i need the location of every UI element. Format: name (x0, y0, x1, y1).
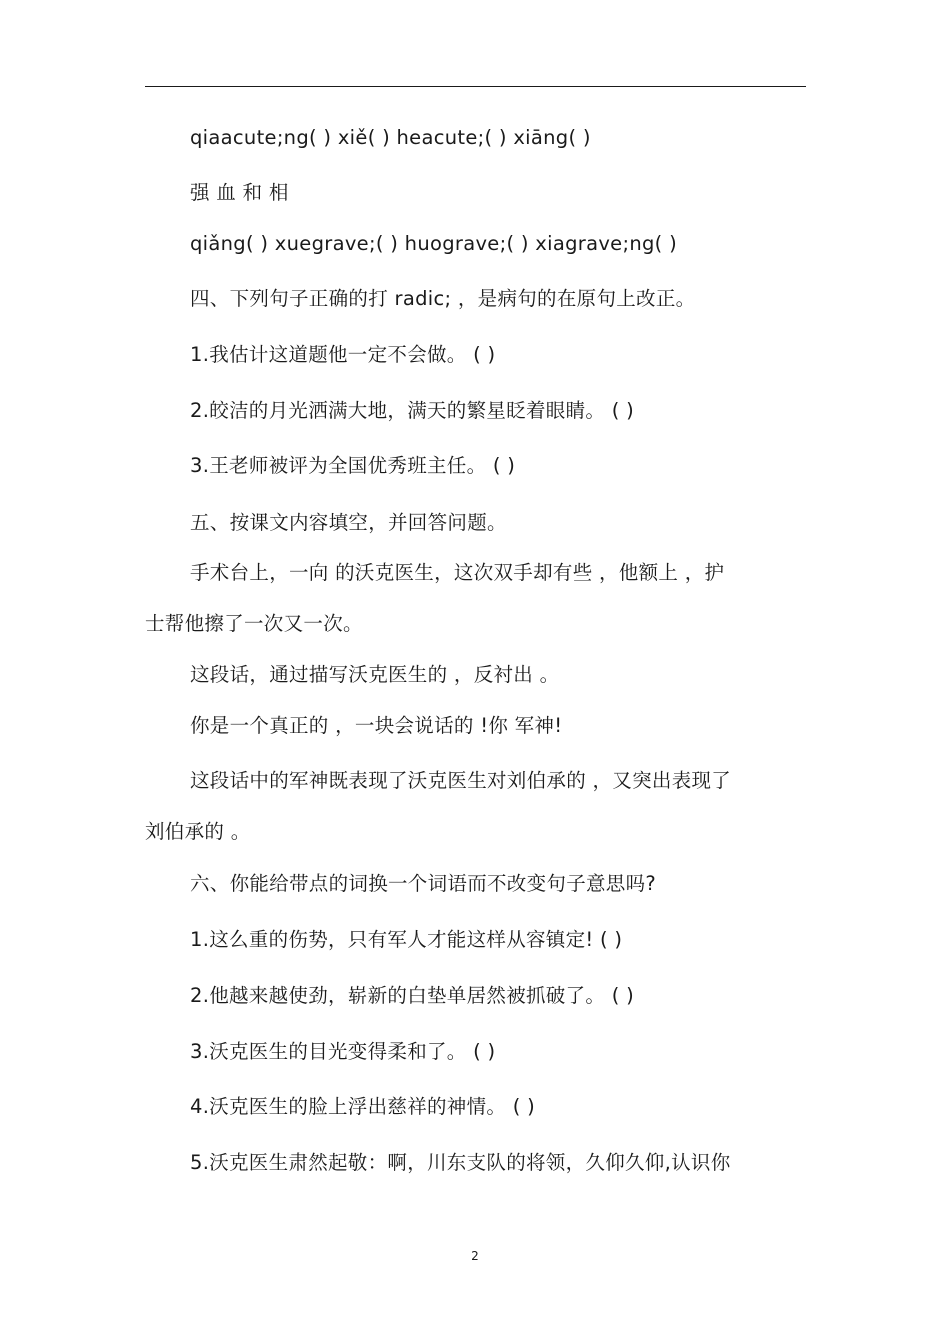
passage-2-question-line-2: 刘伯承的 。 (145, 820, 251, 843)
pinyin-line-1: qiaacute;ng( ) xiě( ) heacute;( ) xiāng( ) (190, 126, 591, 149)
page-number: 2 (471, 1249, 479, 1263)
question-6-1: 1.这么重的伤势，只有军人才能这样从容镇定! ( ) (190, 928, 623, 951)
question-4-2: 2.皎洁的月光洒满大地，满天的繁星眨着眼睛。 ( ) (190, 399, 635, 422)
question-4-3: 3.王老师被评为全国优秀班主任。 ( ) (190, 454, 516, 477)
hanzi-line: 强 血 和 相 (190, 181, 289, 204)
section-five-heading: 五、按课文内容填空，并回答问题。 (190, 511, 507, 534)
question-6-2: 2.他越来越使劲，崭新的白垫单居然被抓破了。 ( ) (190, 984, 635, 1007)
question-6-5: 5.沃克医生肃然起敬：啊，川东支队的将领，久仰久仰,认识你 (190, 1151, 731, 1174)
passage-1-line-2: 士帮他擦了一次又一次。 (145, 612, 363, 635)
passage-1-line-1: 手术台上，一向 的沃克医生，这次双手却有些 ，他额上 ，护 (190, 561, 725, 584)
passage-1-question: 这段话，通过描写沃克医生的 ，反衬出 。 (190, 663, 560, 686)
passage-2-question-line-1: 这段话中的军神既表现了沃克医生对刘伯承的 ，又突出表现了 (190, 769, 732, 792)
question-4-1: 1.我估计这道题他一定不会做。 ( ) (190, 343, 496, 366)
header-rule (145, 86, 806, 87)
question-6-3: 3.沃克医生的目光变得柔和了。 ( ) (190, 1040, 496, 1063)
pinyin-line-2: qiǎng( ) xuegrave;( ) huograve;( ) xiagrave;ng( ) (190, 232, 677, 255)
section-six-heading: 六、你能给带点的词换一个词语而不改变句子意思吗? (190, 872, 657, 895)
passage-2: 你是一个真正的 ，一块会说话的 !你 军神! (190, 714, 563, 737)
section-four-heading: 四、下列句子正确的打 radic; ，是病句的在原句上改正。 (190, 287, 696, 310)
question-6-4: 4.沃克医生的脸上浮出慈祥的神情。 ( ) (190, 1095, 536, 1118)
